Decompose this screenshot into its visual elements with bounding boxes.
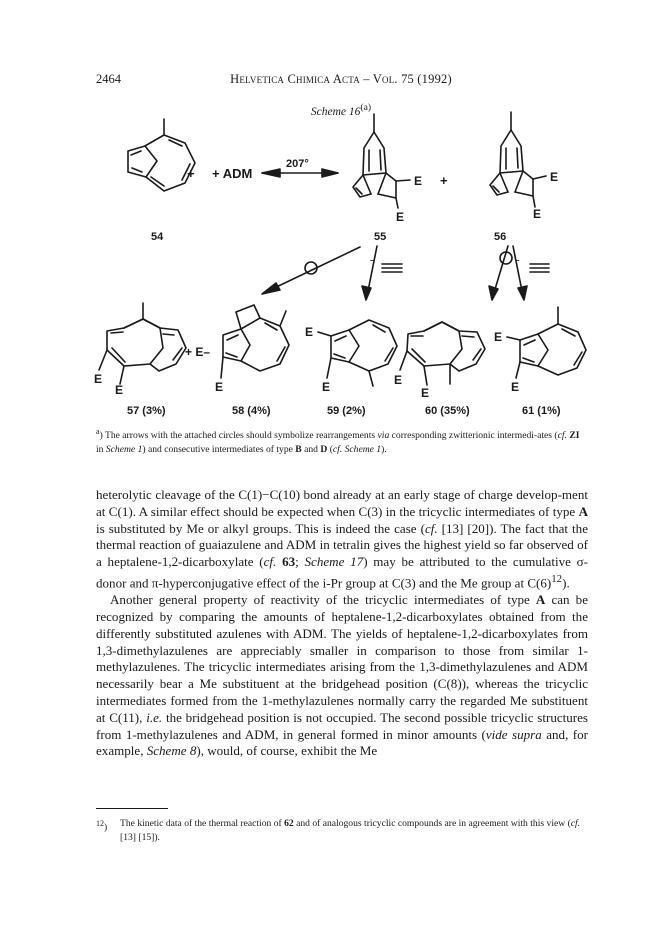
scheme-caption: $^a$) The arrows with the attached circles should symbolize rearrangements via corresponding zwitterionic intermedi-ates (cf. ZI in Scheme 1) and consecutive intermediates of type B and D (cf. Scheme 1). bbox=[96, 427, 580, 456]
ester-label: E bbox=[215, 380, 224, 394]
circle-minus: – bbox=[515, 256, 520, 265]
ester-label: E bbox=[396, 210, 405, 224]
ester-label: E bbox=[322, 380, 331, 394]
ester-label: E bbox=[550, 170, 559, 184]
ester-label: E bbox=[414, 174, 423, 188]
footnote-number: $^{12}$) bbox=[96, 819, 108, 834]
ester-label: E bbox=[494, 330, 503, 344]
structure-56 bbox=[490, 112, 546, 207]
footnote bbox=[96, 817, 588, 844]
plus-sign: + bbox=[440, 173, 448, 188]
paragraph: heterolytic cleavage of the C(1)−C(10) bond already at an early stage of charge develop-ment at C(1). A similar effect should be expected when C(3) in the tricyclic intermediates of type A is substituted by Me or alkyl groups. This is indeed the case (cf. [13] [20]). The fact that the thermal reaction of guaiazulene and ADM in tetralin gives the highest yield so far observed of a heptalene-1,2-dicarboxylate (cf. 63; Scheme 17) may be attributed to the cumulative σ-donor and π-hyperconjugative effect of the i-Pr group at C(3) and the Me group at $C(6)^{12}$). bbox=[96, 487, 589, 591]
footnote-rule bbox=[96, 808, 168, 809]
structure-60 bbox=[400, 322, 485, 385]
compound-label-54: 54 bbox=[151, 231, 164, 243]
structure-59 bbox=[318, 320, 397, 386]
journal-title: Helvetica Chimica Acta – Vol. 75 (1992) bbox=[230, 72, 452, 86]
body-text bbox=[96, 487, 588, 760]
structure-61 bbox=[507, 307, 586, 378]
fragmentation-arrows bbox=[262, 246, 549, 300]
reaction-scheme bbox=[0, 0, 672, 425]
ester-label: E bbox=[511, 380, 520, 394]
scheme-footnote-mark: (a) bbox=[360, 102, 372, 113]
paragraph: Another general property of reactivity of the tricyclic intermediates of type A can be recognized by comparing the amounts of heptalene-1,2-dicarboxylates obtained from the differently substituted azulenes with ADM. The yields of heptalene-1,2-dicarboxylates from 1,3-dimethylazulenes are appreciably smaller in comparison to those from similar 1-methylazulenes. The tricyclic intermediates arising from the 1,3-dimethylazulenes and ADM necessarily bear a Me substituent at the bridgehead position (C(8)), whereas the tricyclic intermediates formed from the 1-methylazulenes normally carry the regarded Me substituent at C(11), i.e. the bridgehead position is not occupied. The second possible tricyclic structures from 1-methylazulenes and ADM, in general formed in minor amounts (vide supra and, for example, Scheme 8), would, of course, exhibit the Me bbox=[96, 592, 589, 759]
reaction-arrow bbox=[262, 169, 338, 177]
structure-57 bbox=[99, 303, 186, 384]
plus-sign: + bbox=[187, 166, 195, 181]
footnote-text: The kinetic data of the thermal reaction of 62 and of analogous tricyclic compounds are in agreement with this view (cf. [13] [15]). bbox=[120, 818, 581, 843]
compound-label-55: 55 bbox=[374, 231, 387, 243]
ester-label: E bbox=[115, 383, 124, 397]
product-label-57: 57 (3%) bbox=[127, 405, 166, 417]
footnote-ref: 12 bbox=[551, 572, 563, 585]
ester-label: E bbox=[94, 372, 103, 386]
circle-minus: – bbox=[370, 256, 375, 265]
product-plus: + E– bbox=[185, 345, 211, 359]
caption-mark: a bbox=[96, 427, 100, 436]
reagent-label: + ADM bbox=[212, 166, 253, 181]
ester-label: E bbox=[421, 386, 430, 400]
condition-label: 207° bbox=[286, 158, 309, 170]
compound-label-56: 56 bbox=[494, 231, 507, 243]
product-label-59: 59 (2%) bbox=[327, 405, 366, 417]
product-label-61: 61 (1%) bbox=[522, 405, 561, 417]
ester-label: E bbox=[394, 373, 403, 387]
ester-label: E bbox=[533, 207, 542, 221]
structure-54 bbox=[128, 119, 195, 191]
product-label-60: 60 (35%) bbox=[425, 405, 470, 417]
structure-58 bbox=[221, 305, 289, 378]
ester-label: E bbox=[305, 325, 314, 339]
scheme-title-text: Scheme 16 bbox=[310, 105, 361, 118]
structure-55 bbox=[353, 114, 410, 208]
page-number: 2464 bbox=[96, 72, 121, 86]
product-label-58: 58 (4%) bbox=[232, 405, 271, 417]
